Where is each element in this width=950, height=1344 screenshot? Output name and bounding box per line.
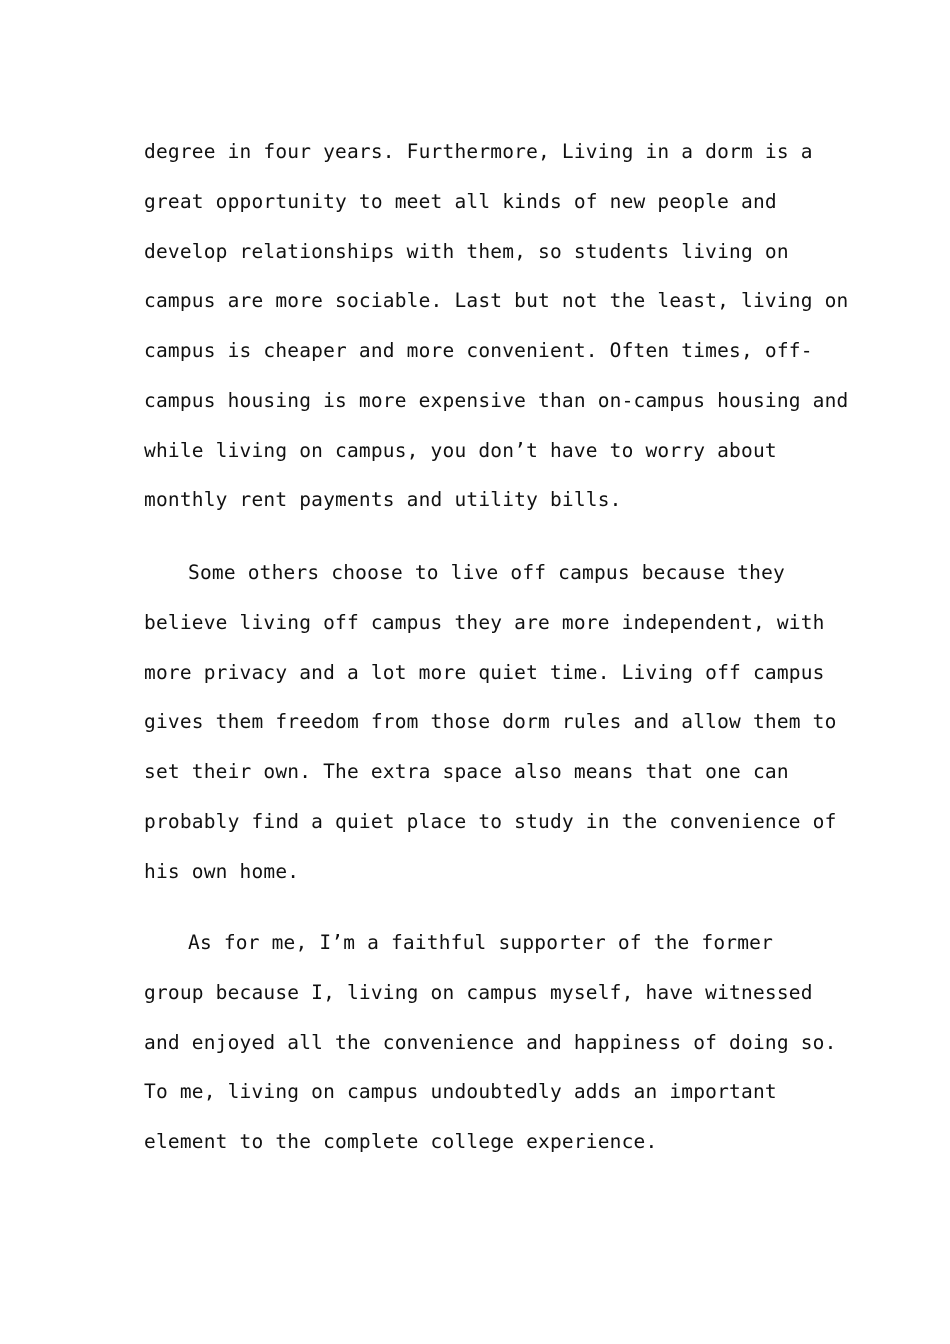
paragraph-line: gives them freedom from those dorm rules and allow them to	[144, 710, 837, 734]
paragraph-line: more privacy and a lot more quiet time. Living off campus	[144, 660, 825, 684]
paragraph-line: and enjoyed all the convenience and happiness of doing so.	[144, 1030, 837, 1054]
paragraph-2	[144, 548, 837, 896]
paragraph-line: campus is cheaper and more convenient. Often times, off-	[144, 339, 813, 362]
paragraph-line: great opportunity to meet all kinds of new people and	[144, 189, 777, 213]
paragraph-line: campus housing is more expensive than on-campus housing and	[144, 388, 849, 412]
paragraph-line: As for me, I’m a faithful supporter of the former	[188, 931, 774, 954]
paragraph-1	[144, 127, 849, 525]
paragraph-line: set their own. The extra space also means that one can	[144, 760, 789, 783]
paragraph-line: his own home.	[144, 859, 300, 883]
paragraph-line: while living on campus, you don’t have to worry about	[144, 438, 777, 462]
paragraph-line: To me, living on campus undoubtedly adds an important	[144, 1080, 777, 1104]
paragraph-line: develop relationships with them, so students living on	[144, 239, 789, 263]
paragraph-line: element to the complete college experience.	[144, 1130, 658, 1153]
paragraph-3	[144, 918, 837, 1167]
paragraph-line: monthly rent payments and utility bills.	[144, 488, 622, 512]
paragraph-line: degree in four years. Furthermore, Living in a dorm is a	[144, 140, 813, 163]
paragraph-line: Some others choose to live off campus because they	[188, 561, 785, 584]
paragraph-line: believe living off campus they are more independent, with	[144, 610, 825, 634]
paragraph-line: group because I, living on campus myself, have witnessed	[144, 980, 813, 1004]
paragraph-line: probably find a quiet place to study in the convenience of	[144, 809, 837, 833]
paragraph-line: campus are more sociable. Last but not the least, living on	[144, 289, 849, 313]
